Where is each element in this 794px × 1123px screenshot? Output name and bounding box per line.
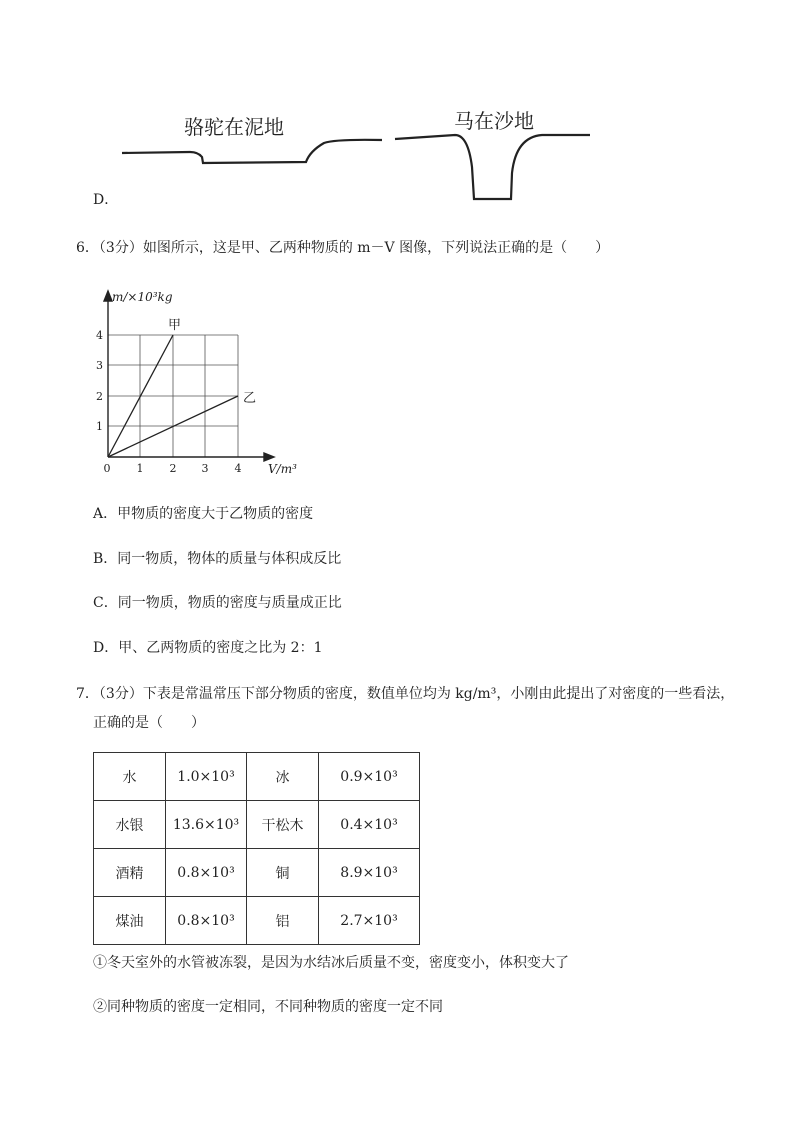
table-row — [94, 801, 420, 849]
density-cell: 8.9×10³ — [319, 849, 420, 897]
y-tick-4: 4 — [96, 329, 103, 342]
series-yi-label: 乙 — [243, 391, 257, 406]
q6-option-a: A．甲物质的密度大于乙物质的密度 — [93, 506, 314, 522]
density-cell: 0.9×10³ — [319, 753, 420, 801]
density-cell: 1.0×10³ — [166, 753, 247, 801]
substance-cell: 酒精 — [94, 849, 166, 897]
series-jia-label: 甲 — [168, 318, 182, 333]
camel-label: 骆驼在泥地 — [184, 115, 284, 139]
grid — [108, 335, 238, 457]
y-tick-3: 3 — [96, 359, 103, 372]
density-cell: 0.8×10³ — [166, 849, 247, 897]
mv-graph — [88, 282, 328, 482]
y-axis-label: m/×10³kg — [112, 290, 173, 304]
substance-cell: 水 — [94, 753, 166, 801]
table-row — [94, 897, 420, 945]
question-6-stem: 6．（3分）如图所示，这是甲、乙两种物质的 m－V 图像，下列说法正确的是（ ） — [76, 240, 610, 256]
statement-1: ①冬天室外的水管被冻裂，是因为水结冰后质量不变，密度变小，体积变大了 — [93, 955, 569, 971]
q6-option-c: C．同一物质，物质的密度与质量成正比 — [93, 595, 342, 611]
sand-profile — [395, 135, 590, 199]
y-tick-2: 2 — [96, 390, 103, 403]
density-cell: 0.8×10³ — [166, 897, 247, 945]
substance-cell: 铝 — [247, 897, 319, 945]
table-row — [94, 849, 420, 897]
density-cell: 0.4×10³ — [319, 801, 420, 849]
option-d-label: D． — [93, 192, 119, 208]
x-tick-2: 2 — [169, 462, 177, 475]
y-tick-1: 1 — [96, 420, 103, 433]
table-row — [94, 753, 420, 801]
x-axis-label: V/m³ — [268, 462, 297, 476]
substance-cell: 铜 — [247, 849, 319, 897]
x-tick-0: 0 — [103, 462, 111, 475]
density-table — [93, 752, 420, 945]
substance-cell: 水银 — [94, 801, 166, 849]
q6-option-b: B．同一物质，物体的质量与体积成反比 — [93, 551, 342, 567]
horse-label: 马在沙地 — [454, 109, 534, 133]
q6-option-d: D．甲、乙两物质的密度之比为 2：1 — [93, 640, 323, 656]
question-7-stem-line1: 7．（3分）下表是常温常压下部分物质的密度，数值单位均为 kg/m³，小刚由此提出了对密度的一些看法， — [76, 686, 735, 702]
x-tick-4: 4 — [234, 462, 242, 475]
mud-profile — [122, 140, 382, 163]
density-cell: 2.7×10³ — [319, 897, 420, 945]
statement-2: ②同种物质的密度一定相同，不同种物质的密度一定不同 — [93, 999, 443, 1015]
substance-cell: 干松木 — [247, 801, 319, 849]
x-tick-1: 1 — [136, 462, 144, 475]
question-7-stem-line2: 正确的是（ ） — [93, 715, 205, 731]
substance-cell: 煤油 — [94, 897, 166, 945]
density-cell: 13.6×10³ — [166, 801, 247, 849]
substance-cell: 冰 — [247, 753, 319, 801]
axes — [104, 291, 274, 461]
x-tick-3: 3 — [201, 462, 209, 475]
